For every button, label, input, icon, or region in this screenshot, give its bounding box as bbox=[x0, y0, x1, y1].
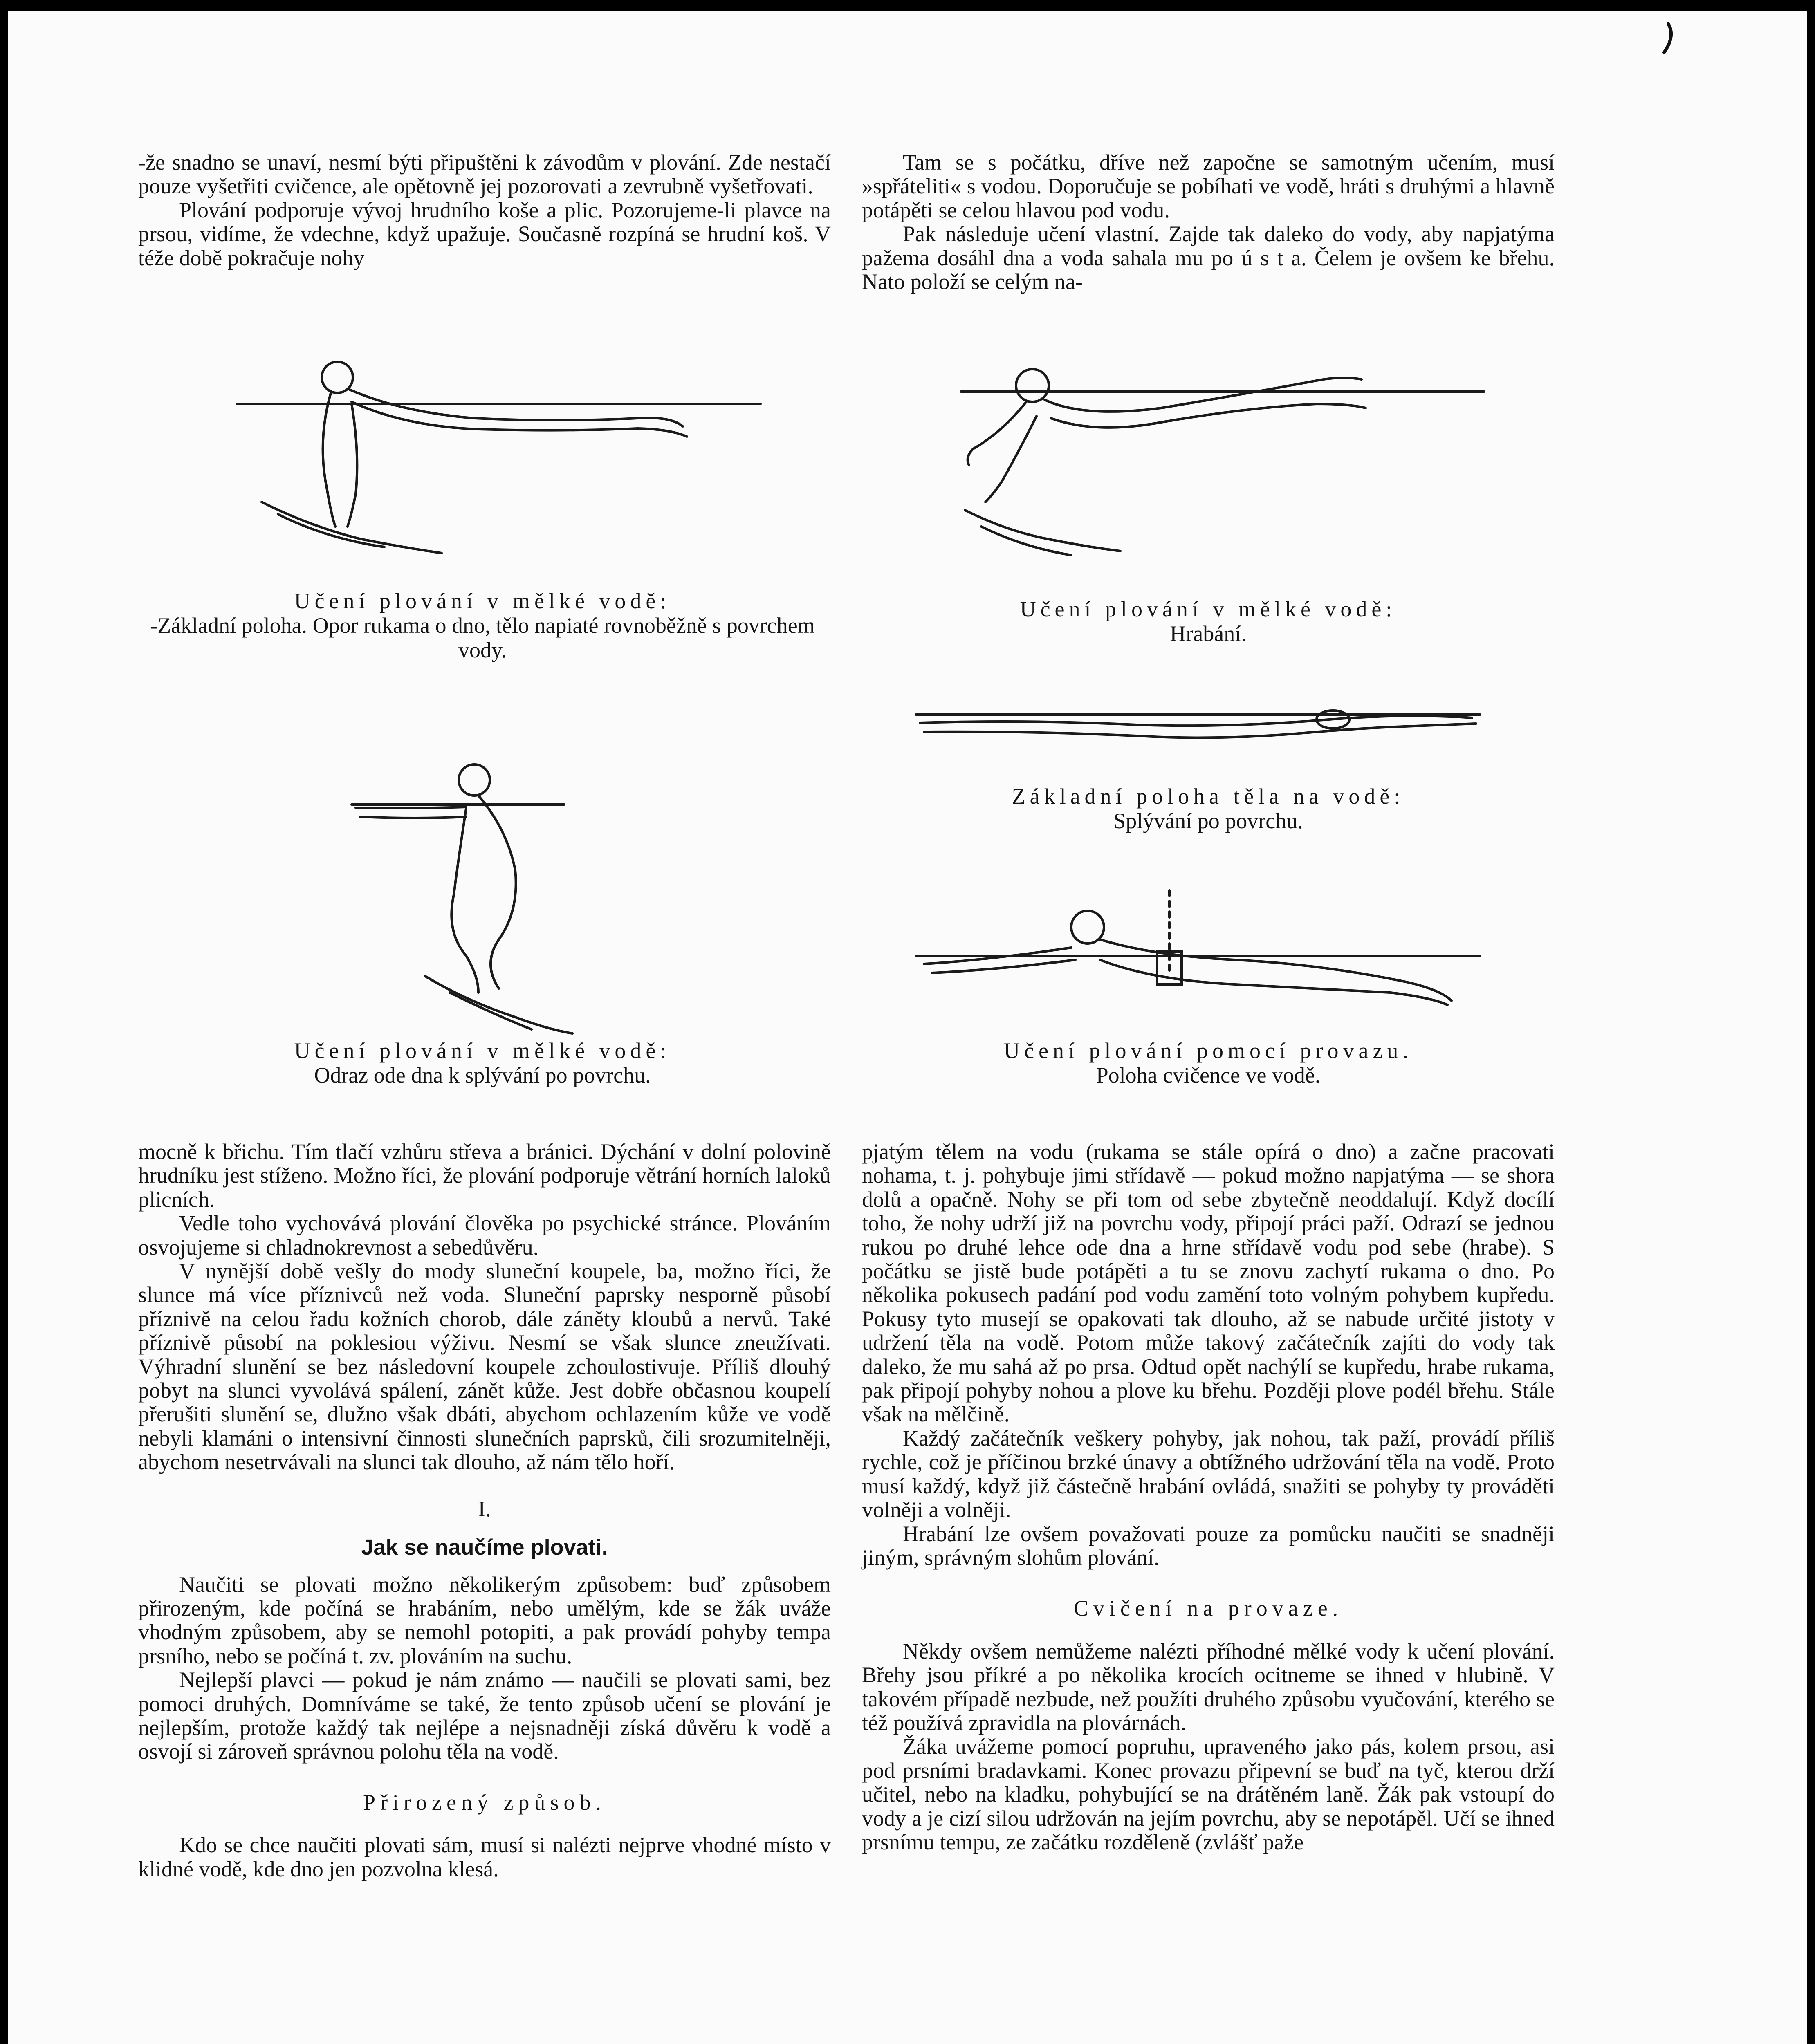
swimmer-illustration bbox=[908, 694, 1488, 776]
figure-3-caption bbox=[862, 784, 1555, 833]
bottom-left-paragraph-2: Vedle toho vychovává plování člověka po psychické stránce. Plováním osvojujeme si chladnokrevnost a sebedůvěru. bbox=[138, 1211, 831, 1260]
figure-2-caption-text: Hrabání. bbox=[1170, 621, 1247, 646]
figure-swimmer-rope bbox=[908, 882, 1488, 1046]
figure-1-caption-title: Učení plování v mělké vodě: bbox=[294, 589, 671, 613]
top-left-paragraph-1: -že snadno se unaví, nesmí býti připuštěni k závodům v plování. Zde nestačí pouze vyšetřiti cvičence, ale opětovně jej pozorovati a zevrubně vyšetřovati. bbox=[138, 150, 831, 199]
figure-4-caption-title: Učení plování v mělké vodě: bbox=[294, 1038, 671, 1063]
figure-3-caption-text: Splývání po povrchu. bbox=[1113, 809, 1303, 833]
top-right-paragraph-1: Tam se s počátku, dříve než započne se samotným učením, musí »spřáteliti« s vodou. Doporučuje se pobíhati ve vodě, hráti s druhými a hlavně potápěti se celou hlavou pod vodu. bbox=[862, 150, 1555, 222]
bottom-right-paragraph-3: Hrabání lze ovšem považovati pouze za pomůcku naučiti se snadněji jiným, správným slohům plování. bbox=[862, 1521, 1555, 1570]
figure-4-caption-text: Odraz ode dna k splývání po povrchu. bbox=[314, 1063, 651, 1087]
bottom-left-paragraph-3: V nynější době vešly do mody sluneční koupele, ba, možno říci, že slunce má více příznivců než voda. Sluneční paprsky nesporně působí příznivě na celou řadu kožních chorob, dále záněty kloubů a nervů. Také příznivě působí na poklesiou výživu. Nesmí se však slunce zneužívati. Výhradní slunění se bez následovní koupele zchoulostivuje. Příliš dlouhý pobyt na slunci vyvolává spálení, zánět kůže. Jest dobře občasnou koupelí přerušiti slunění se, dlužno však dbáti, abychom ochlazením kůže ve vodě nebyli klamáni o intensivní činnosti slunečních paprsků, čili srozumitelněji, abychom nesetrvávali na slunci tak dlouho, až nám tělo hoří. bbox=[138, 1259, 831, 1475]
bottom-right-paragraph-4: Někdy ovšem nemůžeme nalézti příhodné mělké vody k učení plování. Břehy jsou příkré a po několika krocích ocitneme se ihned v hlubině. V takovém případě nezbude, než použíti druhého způsobu vyučování, kterého se též používá zpravidla na plovárnách. bbox=[862, 1638, 1555, 1735]
top-left-paragraph-2: Plování podporuje vývoj hrudního koše a plic. Pozorujeme-li plavce na prsou, vidíme, že vdechne, když upažuje. Současně rozpíná se hrudní koš. V téže době pokračuje nohy bbox=[138, 197, 831, 270]
figure-swimmer-push-off bbox=[343, 747, 662, 1042]
figure-swimmer-gliding bbox=[908, 694, 1488, 776]
subsection-title-natural: Přirozený způsob. bbox=[363, 1790, 606, 1815]
section-number: I. bbox=[478, 1496, 491, 1521]
figure-5-caption bbox=[862, 1038, 1555, 1087]
swimmer-illustration bbox=[343, 747, 662, 1042]
bottom-left-paragraph-4: Naučiti se plovati možno několikerým způsobem: buď způsobem přirozeným, kde počíná se hrabáním, nebo umělým, kde se žák uváže vhodným způsobem, aby se nemohl potopiti, a pak provádí pohyby tempa prsního, nebo se počíná t. zv. plováním na suchu. bbox=[138, 1572, 831, 1668]
scan-mark-top-right bbox=[1652, 20, 1685, 56]
figure-5-caption-text: Poloha cvičence ve vodě. bbox=[1096, 1063, 1321, 1087]
swimmer-illustration bbox=[908, 882, 1488, 1046]
top-right-column bbox=[862, 150, 1555, 294]
swimmer-illustration bbox=[229, 334, 769, 563]
figure-1-caption-text: -Základní poloha. Opor rukama o dno, tělo napiaté rovnoběžně s povrchem vody. bbox=[150, 613, 815, 662]
figure-swimmer-basic-position bbox=[229, 334, 769, 563]
bottom-right-paragraph-5: Žáka uvážeme pomocí popruhu, upraveného jako pás, kolem prsou, asi pod prsními bradavkami. Konec provazu připevní se buď na tyč, kterou drží učitel, nebo na kladku, pohybující se na drátěném laně. Žák pak vstoupí do vody a je cizí silou udržován na jejím povrchu, aby se nepotápěl. Učí se ihned prsnímu tempu, ze začátku rozděleně (zvlášť paže bbox=[862, 1734, 1555, 1854]
bottom-right-paragraph-2: Každý začátečník veškery pohyby, jak nohou, tak paží, provádí příliš rychle, což je příčinou brzké únavy a obtížného udržování těla na vodě. Proto musí každý, když již částečně hrabání ovládá, snažiti se pohyby ty prováděti volněji a volněji. bbox=[862, 1425, 1555, 1522]
section-title: Jak se naučíme plovati. bbox=[361, 1535, 608, 1560]
figure-4-caption bbox=[131, 1038, 834, 1087]
figure-2-caption bbox=[862, 597, 1555, 646]
figure-1-caption bbox=[131, 589, 834, 662]
bottom-left-column bbox=[138, 1140, 831, 1881]
top-right-paragraph-2: Pak následuje učení vlastní. Zajde tak daleko do vody, aby napjatýma pažema dosáhl dna a voda sahala mu po ú s t a. Čelem je ovšem ke břehu. Nato položí se celým na- bbox=[862, 222, 1555, 294]
figure-3-caption-title: Základní poloha těla na vodě: bbox=[1012, 784, 1405, 809]
bottom-left-paragraph-6: Kdo se chce naučiti plovati sám, musí si nalézti nejprve vhodné místo v klidné vodě, kde dno jen pozvolna klesá. bbox=[138, 1833, 831, 1881]
figure-swimmer-paddling bbox=[949, 347, 1496, 576]
figure-2-caption-title: Učení plování v mělké vodě: bbox=[1020, 597, 1397, 621]
subsection-title-rope: Cvičení na provaze. bbox=[1073, 1596, 1343, 1621]
bottom-right-column bbox=[862, 1140, 1555, 1854]
top-left-column bbox=[138, 150, 831, 270]
figure-5-caption-title: Učení plování pomocí provazu. bbox=[1004, 1038, 1413, 1063]
bottom-right-paragraph-1: pjatým tělem na vodu (rukama se stále opírá o dno) a začne pracovati nohama, t. j. pohybuje jimi střídavě — pokud možno napjatýma — se shora dolů a opačně. Nohy se při tom od sebe zbytečně neoddalují. Když docílí toho, že nohy udrží již na povrchu vody, připojí práci paží. Odrazí se jednou rukou po druhé lehce ode dna a hrne střídavě vodu pod sebe (hrabe). S počátku se jistě bude potápěti a tu se znovu zachytí rukama o dno. Po několika pokusech padání pod vodu zamění toto volným pohybem kupředu. Pokusy tyto musejí se opakovati tak dlouho, až se nabude určité jistoty v udržení těla na vodě. Potom může takový začátečník zajíti do vody tak daleko, že mu sahá až po prsa. Odtud opět nachýlí se kupředu, hrabe rukama, pak připojí pohyby nohou a plove ku břehu. Později plove podél břehu. Stále však na mělčině. bbox=[862, 1139, 1555, 1427]
swimmer-illustration bbox=[949, 347, 1496, 576]
document-page bbox=[8, 11, 1807, 2044]
bottom-left-paragraph-1: mocně k břichu. Tím tlačí vzhůru střeva a bránici. Dýchání v dolní polovině hrudníku jest stíženo. Možno říci, že plování podporuje větrání horních laloků plicních. bbox=[138, 1139, 831, 1212]
bottom-left-paragraph-5: Nejlepší plavci — pokud je nám známo — naučili se plovati sami, bez pomoci druhých. Domníváme se také, že tento způsob učení se plování je nejlepším, protože každý tak nejlépe a nejsnadněji získá důvěru k vodě a osvojí si zároveň správnou polohu těla na vodě. bbox=[138, 1667, 831, 1764]
